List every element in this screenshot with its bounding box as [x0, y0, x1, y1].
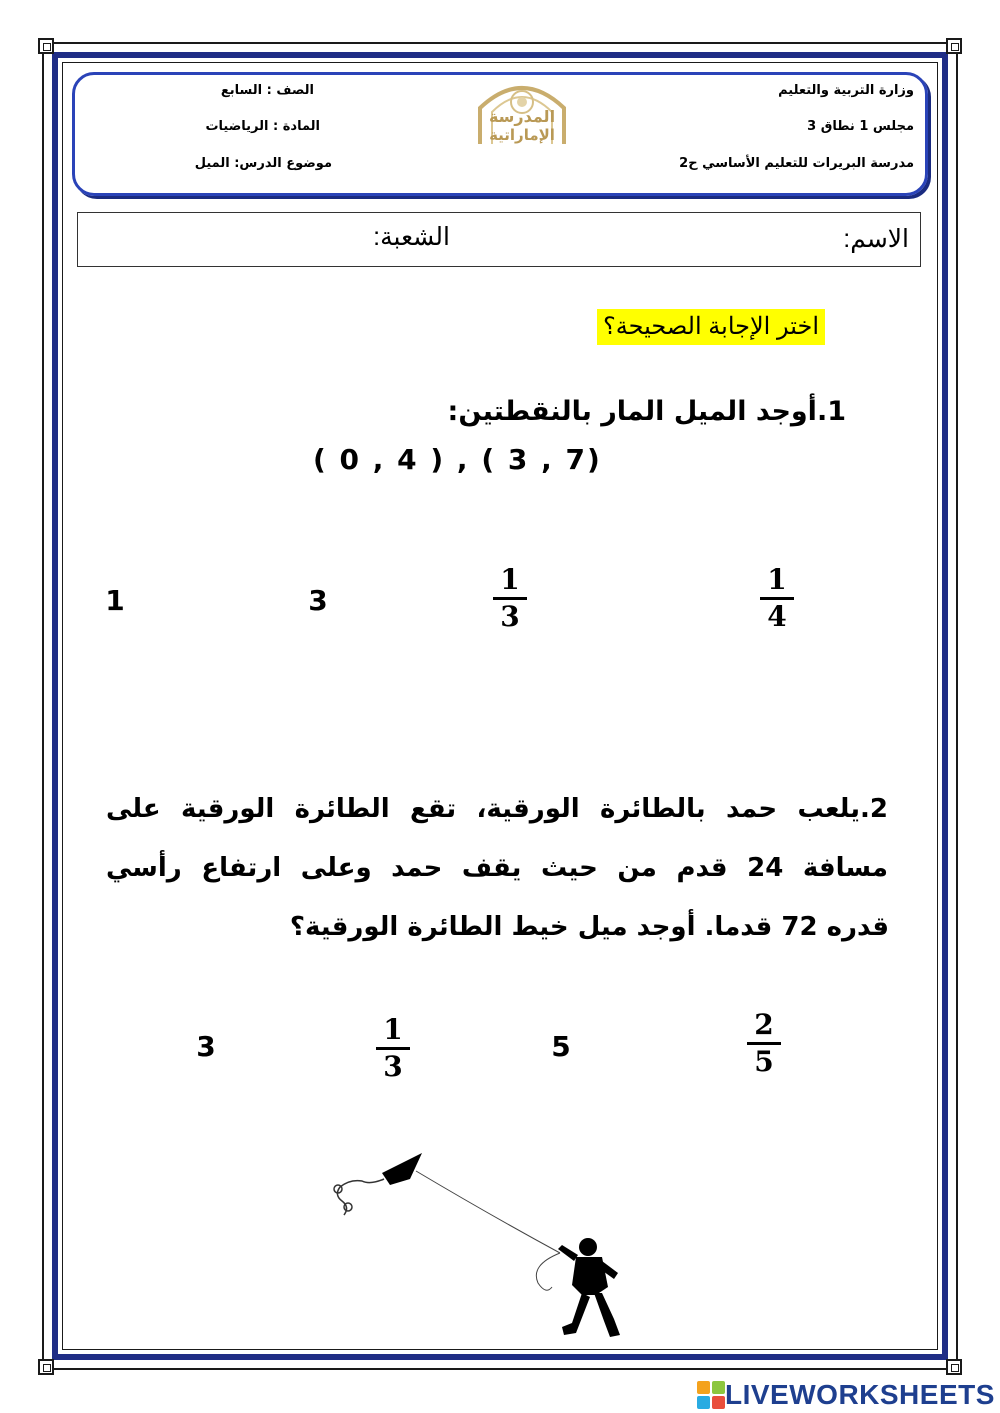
logo-text-line1: المدرسة	[488, 107, 556, 126]
question-2-line-2: مسافة 24 قدم من حيث يقف حمد وعلى ارتفاع رأسي	[106, 853, 888, 883]
fraction-denominator: 3	[500, 599, 520, 633]
council-label: مجلس 1 نطاق 3	[807, 119, 914, 134]
boy-silhouette-icon	[558, 1238, 620, 1337]
q1-choice-one-third[interactable]	[490, 565, 530, 632]
fraction-denominator: 5	[754, 1044, 774, 1078]
q2-choice-5[interactable]: 5	[551, 1030, 571, 1063]
q2-choice-one-third[interactable]	[373, 1015, 413, 1082]
section-label: الشعبة:	[373, 223, 450, 251]
logo-text-line2: الإماراتية	[489, 126, 555, 144]
school-logo	[468, 74, 576, 148]
q2-choice-3[interactable]: 3	[196, 1030, 216, 1063]
q1-choice-1[interactable]: 1	[105, 584, 125, 617]
fraction-numerator: 1	[383, 1013, 403, 1046]
liveworksheets-brand[interactable]	[697, 1378, 995, 1412]
liveworksheets-text: LIVEWORKSHEETS	[725, 1379, 995, 1410]
instruction-highlight: اختر الإجابة الصحيحة؟	[597, 309, 825, 345]
q2-choice-two-fifths[interactable]	[744, 1010, 784, 1077]
corner-ornament-top-left	[38, 38, 54, 54]
lesson-label: موضوع الدرس: الميل	[194, 156, 332, 171]
question-2-line-1: 2.يلعب حمد بالطائرة الورقية، تقع الطائرة الورقية على	[106, 794, 888, 824]
fraction-numerator: 1	[767, 563, 787, 596]
fraction-denominator: 4	[767, 599, 787, 633]
corner-ornament-bottom-right	[946, 1359, 962, 1375]
name-label: الاسم:	[843, 225, 909, 253]
question-1-points: ( 0 , 4 ) , ( 3 , 7)	[313, 443, 602, 476]
subject-label: المادة : الرياضيات	[205, 119, 320, 134]
school-label: مدرسة البريرات للتعليم الأساسي ح2	[679, 156, 914, 171]
fraction-denominator: 3	[383, 1049, 403, 1083]
grade-label: الصف : السابع	[220, 83, 314, 98]
question-2-line-3: قدره 72 قدما. أوجد ميل خيط الطائرة الورقية؟	[289, 912, 889, 942]
kite-icon	[382, 1153, 422, 1185]
q1-choice-one-fourth[interactable]	[757, 565, 797, 632]
fraction-numerator: 2	[754, 1008, 774, 1041]
kite-string	[416, 1171, 560, 1253]
section-field[interactable]	[95, 228, 365, 258]
name-field[interactable]	[460, 228, 830, 258]
corner-ornament-top-right	[946, 38, 962, 54]
kite-illustration	[320, 1145, 640, 1360]
ministry-label: وزارة التربية والتعليم	[778, 83, 914, 98]
fraction-numerator: 1	[500, 563, 520, 596]
liveworksheets-logo-icon	[697, 1381, 725, 1409]
question-1-text: 1.أوجد الميل المار بالنقطتين:	[447, 396, 846, 427]
q1-choice-3[interactable]: 3	[308, 584, 328, 617]
corner-ornament-bottom-left	[38, 1359, 54, 1375]
